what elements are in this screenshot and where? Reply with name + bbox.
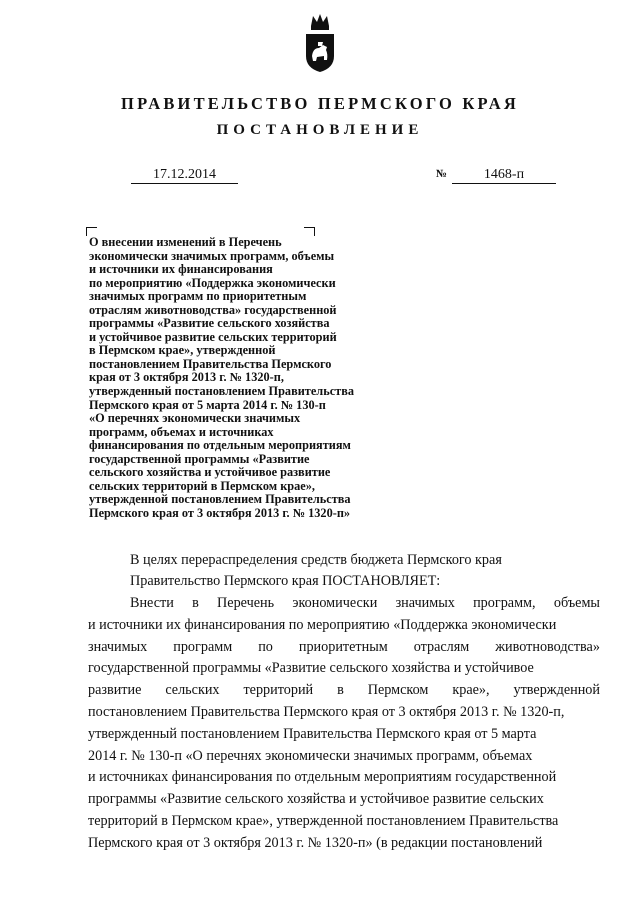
subject-line: финансирования по отдельным мероприятиям (89, 438, 351, 453)
decree-date: 17.12.2014 (131, 166, 238, 184)
number-sign: № (436, 168, 448, 180)
body-word: государственной программы «Развитие сельского хозяйства и устойчивое (88, 660, 534, 677)
decree-subject (89, 236, 429, 520)
body-word: территорий в Пермском крае», утвержденной постановлением Правительства (88, 812, 559, 829)
body-line (88, 746, 600, 768)
subject-line: утвержденный постановлением Правительства (89, 384, 354, 399)
subject-line: Пермского края от 5 марта 2014 г. № 130-п (89, 397, 326, 412)
coat-of-arms-icon (303, 12, 337, 74)
subject-line: сельского хозяйства и устойчивое развитие (89, 465, 331, 480)
body-word: 2014 г. № 130-п «О перечнях экономически значимых программ, объемах (88, 747, 533, 764)
body-word: животноводства» (495, 638, 600, 655)
body-word: крае», (452, 682, 490, 699)
subject-line: Пермского края от 3 октября 2013 г. № 1320-п» (89, 505, 351, 520)
subject-line: программ, объемах и источниках (89, 424, 274, 439)
subject-line: утвержденной постановлением Правительства (89, 492, 351, 507)
subject-line: отраслям животноводства» государственной (89, 302, 337, 317)
body-word: приоритетным (298, 638, 388, 655)
subject-line: значимых программ по приоритетным (89, 289, 307, 304)
body-word: по (258, 638, 273, 655)
body-line (88, 680, 600, 702)
body-word: сельских (165, 682, 220, 699)
body-word: значимых (395, 595, 455, 611)
body-word: программ, (473, 595, 536, 611)
subject-line: экономически значимых программ, объемы (89, 248, 335, 263)
body-word: утвержденной (513, 682, 600, 699)
body-word: экономически (292, 595, 378, 611)
body-main-paragraph (88, 593, 600, 855)
body-word: Пермском (367, 682, 429, 699)
subject-corner-right (304, 227, 315, 236)
subject-line: государственной программы «Развитие (89, 451, 310, 466)
subject-line: постановлением Правительства Пермского (89, 356, 332, 371)
body-word: программ (173, 638, 233, 655)
subject-line: и источники их финансирования (89, 262, 273, 277)
subject-line: сельских территорий в Пермском крае», (89, 478, 315, 493)
body-line (88, 615, 600, 637)
subject-line: «О перечнях экономически значимых (89, 411, 301, 426)
body-line (88, 702, 600, 724)
body-word: в (192, 595, 199, 611)
body-word: утвержденный постановлением Правительства Пермского края от 5 марта (88, 725, 537, 742)
body-decree-line: Правительство Пермского края ПОСТАНОВЛЯЕТ: (130, 573, 441, 589)
decree-number: 1468-п (452, 166, 556, 184)
body-line (88, 811, 600, 833)
body-word: значимых (88, 638, 148, 655)
body-word: территорий (243, 682, 314, 699)
document-type-title: ПОСТАНОВЛЕНИЕ (216, 122, 424, 138)
body-line (88, 789, 600, 811)
body-word: отраслям (413, 638, 470, 655)
body-word: программы «Развитие сельского хозяйства и устойчивое развитие сельских (88, 791, 544, 808)
body-word: и источники их финансирования по мероприятию «Поддержка экономически (88, 616, 557, 633)
body-word: объемы (553, 595, 600, 611)
body-word: Внести (130, 595, 174, 611)
body-word: постановлением Правительства Пермского края от 3 октября 2013 г. № 1320-п, (88, 703, 565, 720)
body-line (88, 637, 600, 659)
body-word: Перечень (217, 595, 275, 611)
body-line (88, 593, 600, 615)
subject-line: края от 3 октября 2013 г. № 1320-п, (89, 370, 284, 385)
body-word: Пермского края от 3 октября 2013 г. № 1320-п» (в редакции постановлений (88, 834, 543, 851)
subject-line: и устойчивое развитие сельских территорий (89, 329, 337, 344)
body-line (88, 724, 600, 746)
subject-line: в Пермском крае», утвержденной (89, 343, 276, 358)
subject-line: по мероприятию «Поддержка экономически (89, 275, 336, 290)
government-name: ПРАВИТЕЛЬСТВО ПЕРМСКОГО КРАЯ (121, 94, 519, 113)
body-line (88, 767, 600, 789)
body-word: развитие (88, 682, 142, 699)
body-word: в (337, 682, 344, 699)
subject-line: О внесении изменений в Перечень (89, 235, 282, 249)
body-line (88, 658, 600, 680)
body-word: и источниках финансирования по отдельным мероприятиям государственной (88, 769, 557, 786)
subject-line: программы «Развитие сельского хозяйства (89, 316, 330, 331)
body-intro-line: В целях перераспределения средств бюджета Пермского края (130, 552, 502, 568)
body-line (88, 833, 600, 855)
